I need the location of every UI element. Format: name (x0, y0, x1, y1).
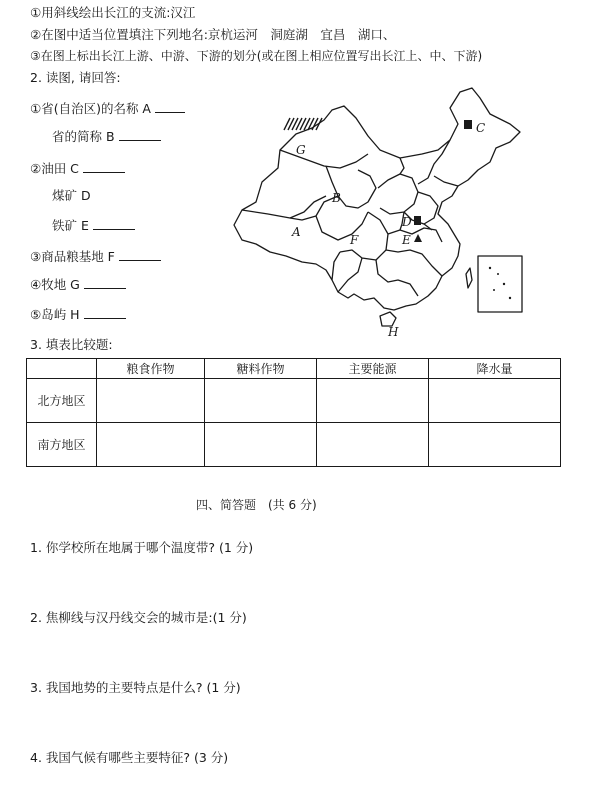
q2-item-oilfield (30, 160, 125, 177)
province-boundary (242, 196, 326, 218)
map-label-a: A (292, 225, 301, 239)
taiwan-island (466, 268, 472, 288)
section4-question-4: 4. 我国气候有哪些主要特征? (3 分) (30, 750, 229, 765)
province-boundary (332, 252, 340, 280)
map-label-g: G (296, 143, 306, 157)
inset-islands (489, 267, 511, 299)
q2-label: 煤矿 D (52, 188, 91, 203)
oilfield-marker (464, 120, 472, 129)
iron-marker (414, 234, 422, 242)
hatched-region (284, 118, 322, 130)
coal-marker (414, 216, 421, 225)
province-boundary (376, 260, 418, 296)
table-row-header: 北方地区 (27, 379, 97, 423)
table-header-cell: 糖料作物 (205, 359, 317, 379)
q2-item-pasture (30, 276, 126, 293)
q2-label: 省的简称 B (52, 129, 115, 144)
table-answer-cell[interactable] (205, 423, 317, 467)
table-row (27, 379, 561, 423)
answer-blank (119, 248, 161, 261)
province-boundary (280, 150, 368, 168)
q1-item-3: ③在图上标出长江上游、中游、下游的划分(或在图上相应位置写出长江上、中、下游) (30, 49, 483, 63)
section4-question-1: 1. 你学校所在地属于哪个温度带? (1 分) (30, 540, 254, 555)
map-label-e: E (402, 233, 411, 247)
section4-question-3: 3. 我国地势的主要特点是什么? (1 分) (30, 680, 241, 695)
q2-item-abbr (52, 128, 161, 145)
province-boundary (386, 250, 442, 276)
q2-label: ①省(自治区)的名称 A (30, 101, 151, 116)
answer-blank (119, 128, 161, 141)
table-header-row (27, 359, 561, 379)
section4-title: 四、简答题 (共 6 分) (196, 498, 317, 512)
section4-question-2: 2. 焦柳线与汉丹线交会的城市是:(1 分) (30, 610, 247, 625)
table-header-corner (27, 359, 97, 379)
province-boundary (388, 228, 442, 242)
q2-item-iron (52, 217, 135, 234)
q2-label: ④牧地 G (30, 277, 80, 292)
answer-blank (83, 160, 125, 173)
table-answer-cell[interactable] (317, 423, 429, 467)
answer-blank (84, 276, 126, 289)
table-header-cell: 主要能源 (317, 359, 429, 379)
table-header-cell: 降水量 (429, 359, 561, 379)
province-boundary (378, 174, 418, 214)
table-row (27, 423, 561, 467)
province-boundary (434, 176, 458, 186)
map-label-h: H (388, 325, 399, 339)
map-label-d: D (402, 215, 412, 229)
q2-item-island (30, 306, 126, 323)
map-label-f: F (350, 233, 359, 247)
q1-item-2: ②在图中适当位置填注下列地名:京杭运河 洞庭湖 宜昌 湖口、 (30, 27, 396, 42)
q2-item-coal (52, 188, 91, 204)
province-boundary (418, 140, 450, 184)
q2-label: 铁矿 E (52, 218, 89, 233)
table-answer-cell[interactable] (97, 379, 205, 423)
table-answer-cell[interactable] (97, 423, 205, 467)
q2-title: 2. 读图, 请回答: (30, 70, 121, 85)
table-answer-cell[interactable] (317, 379, 429, 423)
china-map (228, 84, 528, 346)
table-header-cell: 粮食作物 (97, 359, 205, 379)
province-boundary (400, 158, 404, 174)
table-answer-cell[interactable] (429, 379, 561, 423)
q3-title: 3. 填表比较题: (30, 337, 113, 352)
q1-item-1: ①用斜线绘出长江的支流:汉江 (30, 5, 196, 20)
answer-blank (155, 100, 185, 113)
q2-item-grain (30, 248, 161, 265)
table-row-header: 南方地区 (27, 423, 97, 467)
answer-blank (93, 217, 135, 230)
table-answer-cell[interactable] (429, 423, 561, 467)
map-label-c: C (476, 121, 486, 135)
q2-label: ②油田 C (30, 161, 79, 176)
province-boundary (316, 196, 368, 240)
province-boundary (338, 258, 362, 292)
hainan-island (380, 312, 396, 326)
answer-blank (84, 306, 126, 319)
q2-item-province (30, 100, 185, 117)
south-china-sea-inset (478, 256, 522, 312)
q2-label: ⑤岛屿 H (30, 307, 80, 322)
table-answer-cell[interactable] (205, 379, 317, 423)
map-label-b: B (332, 191, 341, 205)
comparison-table (26, 358, 561, 467)
q2-label: ③商品粮基地 F (30, 249, 115, 264)
